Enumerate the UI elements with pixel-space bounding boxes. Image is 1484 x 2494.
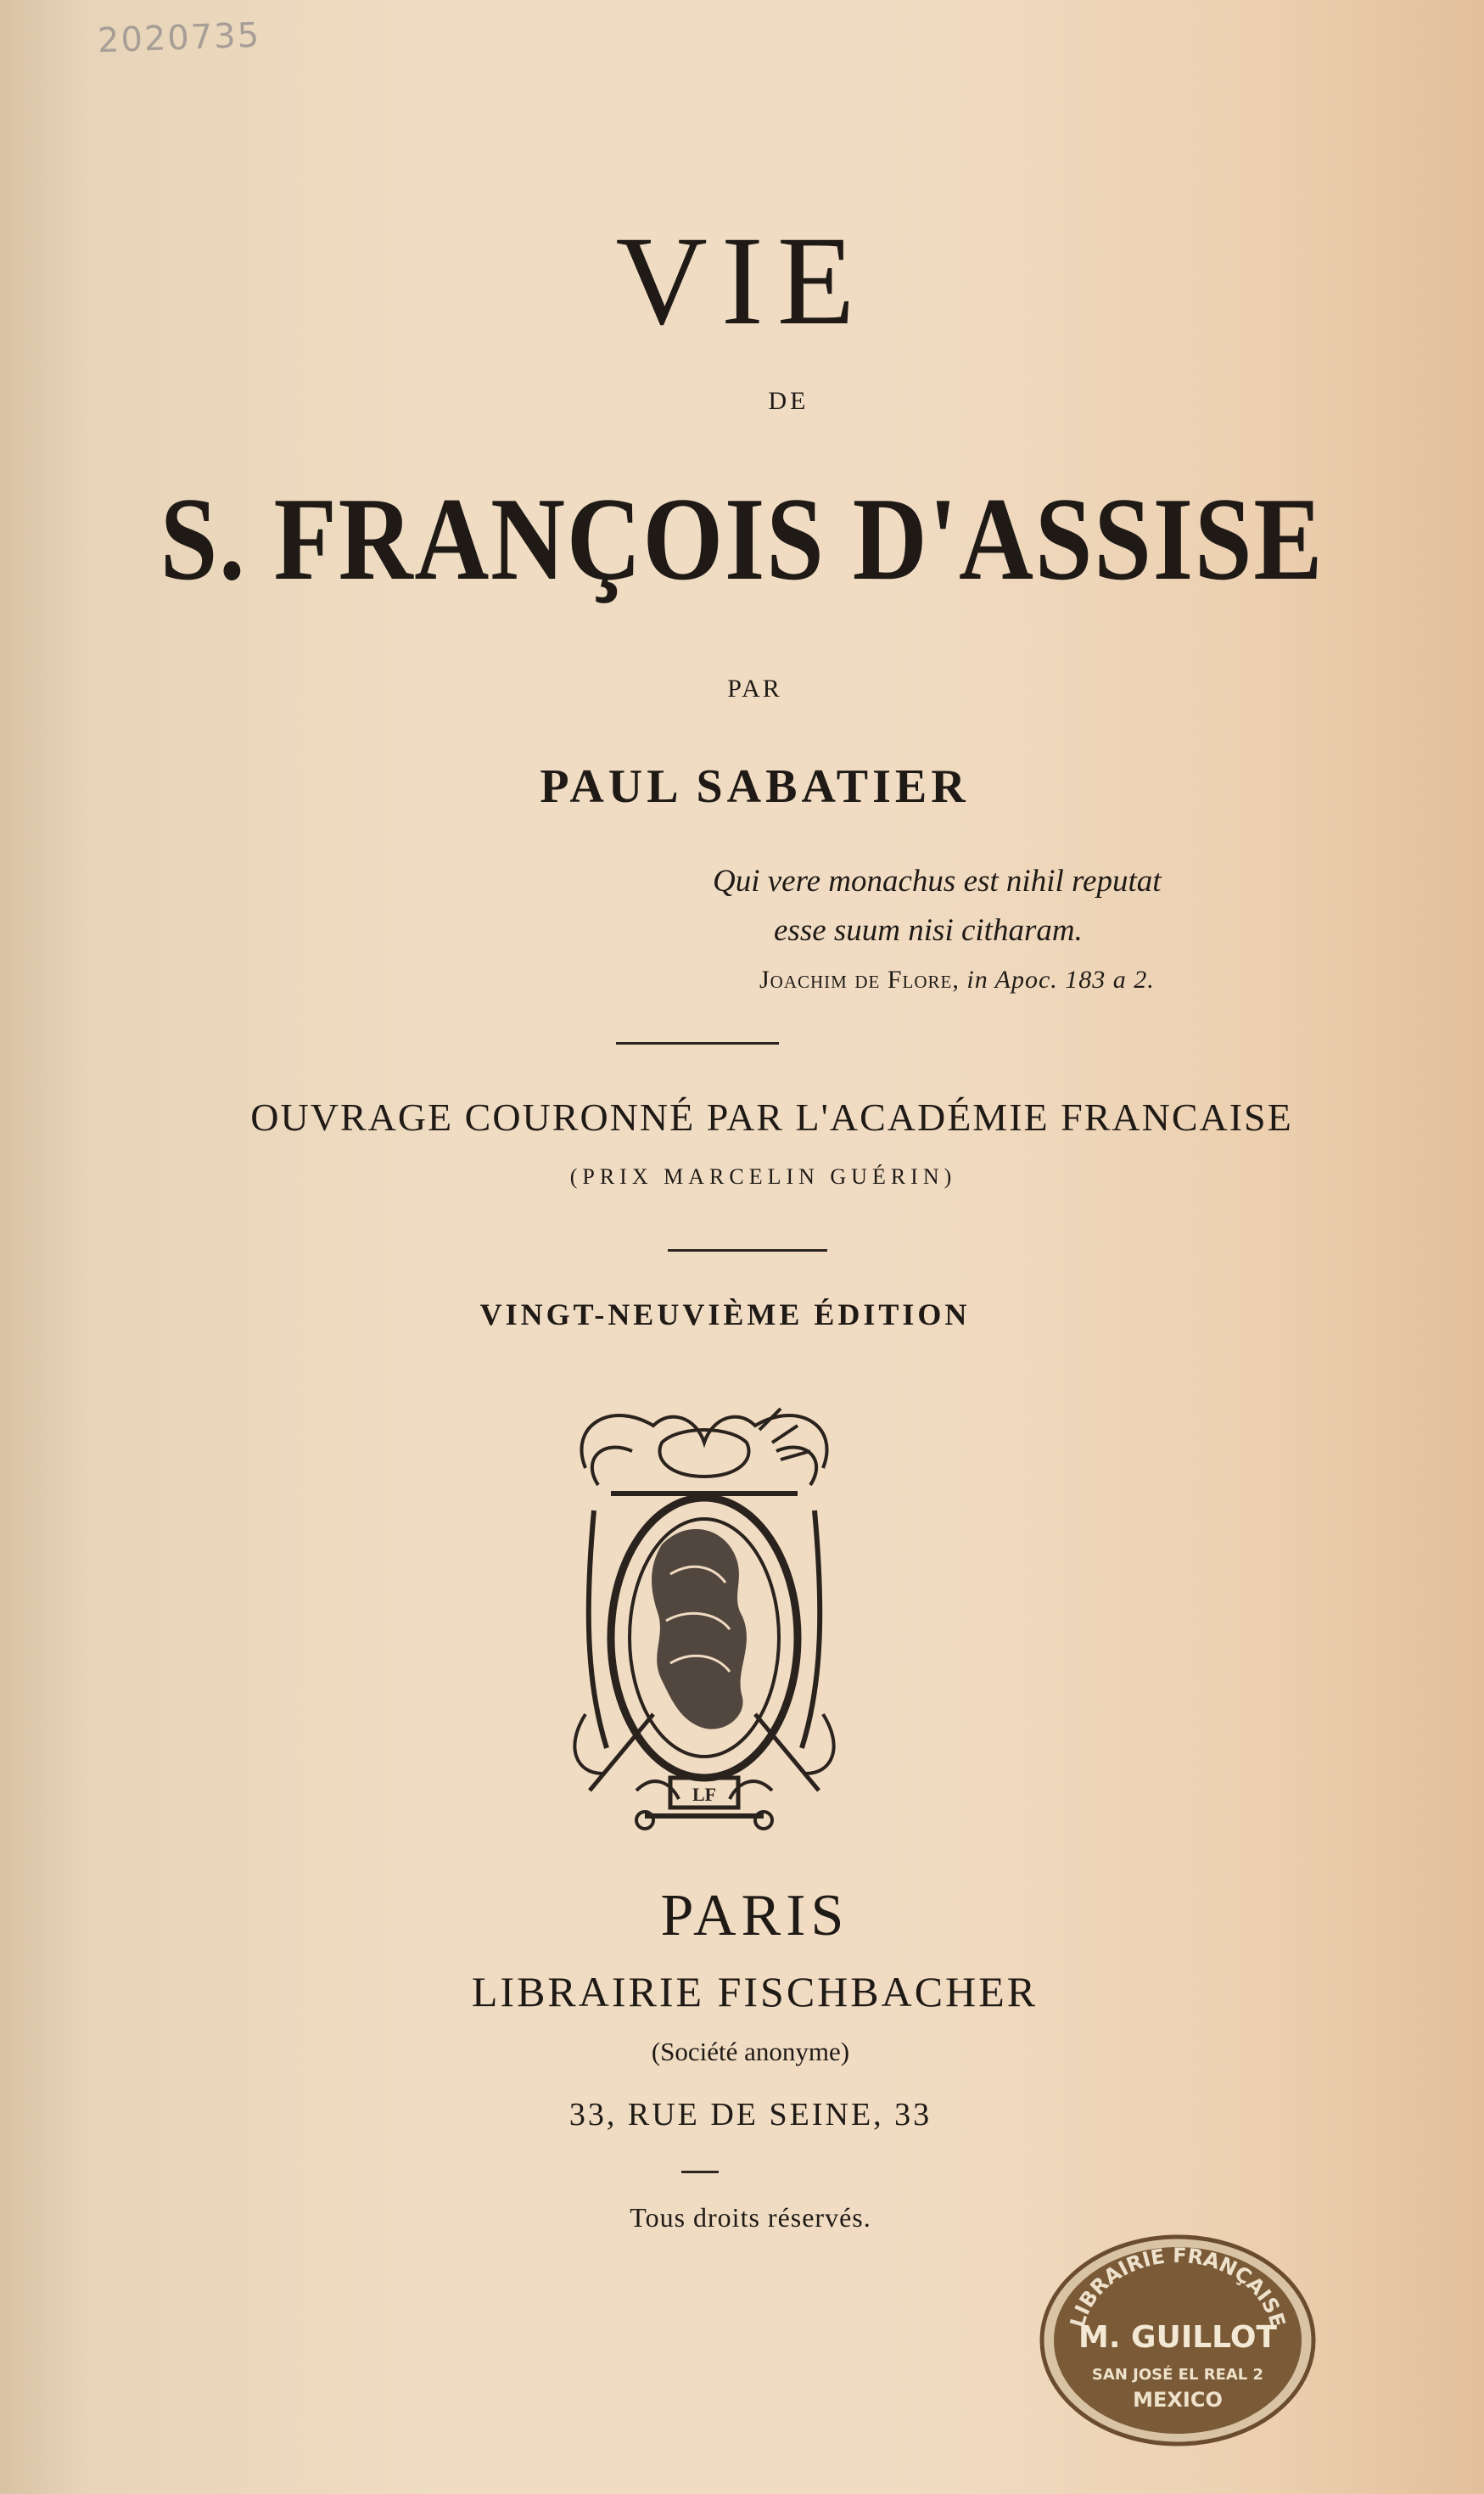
epigraph bbox=[713, 857, 1162, 956]
emblem-monogram: LF bbox=[692, 1784, 717, 1805]
attribution-reference: in Apoc. 183 a 2. bbox=[966, 966, 1155, 994]
author-name: PAUL SABATIER bbox=[540, 760, 970, 813]
prize-line: (PRIX MARCELIN GUÉRIN) bbox=[569, 1164, 957, 1189]
stamp-line-2: M. GUILLOT bbox=[1078, 2320, 1277, 2355]
award-line: OUVRAGE COURONNÉ PAR L'ACADÉMIE FRANCAISE bbox=[250, 1096, 1293, 1139]
title-connector: DE bbox=[768, 387, 809, 415]
stamp-line-1: LIBRAIRIE FRANÇAISE bbox=[1065, 2243, 1291, 2330]
imprint-rights: Tous droits réservés. bbox=[630, 2202, 871, 2233]
edition-line: VINGT-NEUVIÈME ÉDITION bbox=[479, 1297, 971, 1331]
epigraph-line-2: esse suum nisi citharam. bbox=[774, 913, 1083, 948]
imprint-address: 33, RUE DE SEINE, 33 bbox=[568, 2097, 932, 2133]
by-line: PAR bbox=[727, 675, 782, 703]
epigraph-attribution bbox=[759, 966, 1155, 995]
publisher-emblem-icon bbox=[560, 1392, 848, 1833]
imprint-society: (Société anonyme) bbox=[651, 2037, 850, 2066]
bookseller-stamp bbox=[1033, 2222, 1322, 2451]
attribution-name: Joachim de Flore, bbox=[759, 966, 960, 994]
book-title: VIE bbox=[615, 210, 869, 351]
divider-rule bbox=[681, 2171, 719, 2173]
divider-rule bbox=[616, 1042, 779, 1045]
imprint-city: PARIS bbox=[660, 1883, 849, 1948]
stamp-line-4: MEXICO bbox=[1133, 2388, 1223, 2412]
imprint-publisher: LIBRAIRIE FISCHBACHER bbox=[471, 1968, 1039, 2015]
handwritten-note: 2020735 bbox=[97, 15, 261, 61]
book-subject: S. FRANÇOIS D'ASSISE bbox=[160, 474, 1324, 605]
epigraph-line-1: Qui vere monachus est nihil reputat bbox=[713, 864, 1162, 899]
stamp-line-3: SAN JOSÉ EL REAL 2 bbox=[1091, 2366, 1264, 2384]
divider-rule bbox=[668, 1249, 827, 1252]
